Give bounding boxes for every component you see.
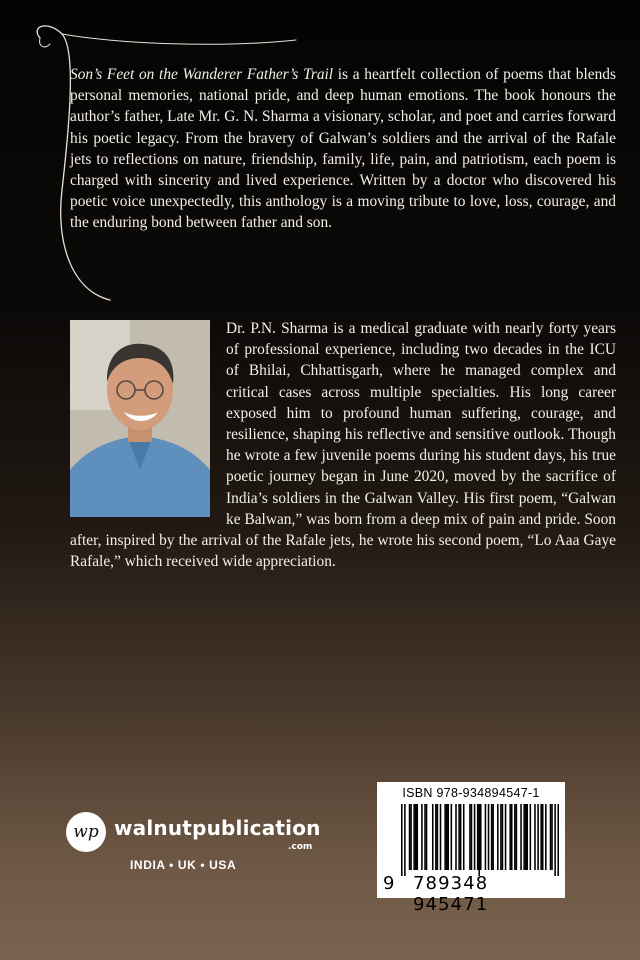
barcode-digit-first: 9 xyxy=(383,873,395,894)
publisher-logo-icon: wp xyxy=(66,812,106,852)
author-bio-text: Dr. P.N. Sharma is a medical graduate with nearly forty years of professional experience, including two decades in the ICU of Bhilai, Chhattisgarh, where he managed complex and critical cases across multiple specialties. His long career exposed him to profound human suffering, courage, and resilience, shaping his reflective and sensitive outlook. Though he wrote a few juvenile poems during his student days, his true poetic journey began in June 2020, moved by the sacrifice of India’s soldiers in the Galwan Valley. His first poem, “Galwan ke Balwan,” was born from a deep mix of pain and pride. Soon after, inspired by the arrival of the Rafale jets, he wrote his second poem, “Lo Aaa Gaye Rafale,” which received wide appreciation. xyxy=(70,320,616,571)
isbn-barcode xyxy=(377,782,565,915)
isbn-label: ISBN 978-934894547-1 xyxy=(402,786,540,800)
book-description-text: is a heartfelt collection of poems that blends personal memories, national pride, and deep human emotions. The book honours the author’s father, Late Mr. G. N. Sharma a visionary, scholar, and poet and carries forward his poetic legacy. From the bravery of Galwan’s soldiers and the arrival of the Rafale jets to reflections on nature, friendship, family, life, pain, and patriotism, each poem is charged with sincerity and lived experience. Written by a doctor who discovered his poetic voice unexpectedly, this anthology is a moving tribute to love, loss, courage, and the enduring bond between father and son. xyxy=(70,66,616,232)
book-description xyxy=(70,64,616,234)
book-title: Son’s Feet on the Wanderer Father’s Trail xyxy=(70,66,334,83)
publisher-name: walnutpublication xyxy=(114,816,321,840)
barcode-bars xyxy=(401,804,559,876)
publisher-domain: .com xyxy=(288,842,313,852)
author-bio xyxy=(70,318,616,572)
barcode-digits: 789348 945471 xyxy=(413,873,489,915)
publisher-regions: INDIA • UK • USA xyxy=(130,858,237,872)
publisher-brand xyxy=(66,812,326,892)
